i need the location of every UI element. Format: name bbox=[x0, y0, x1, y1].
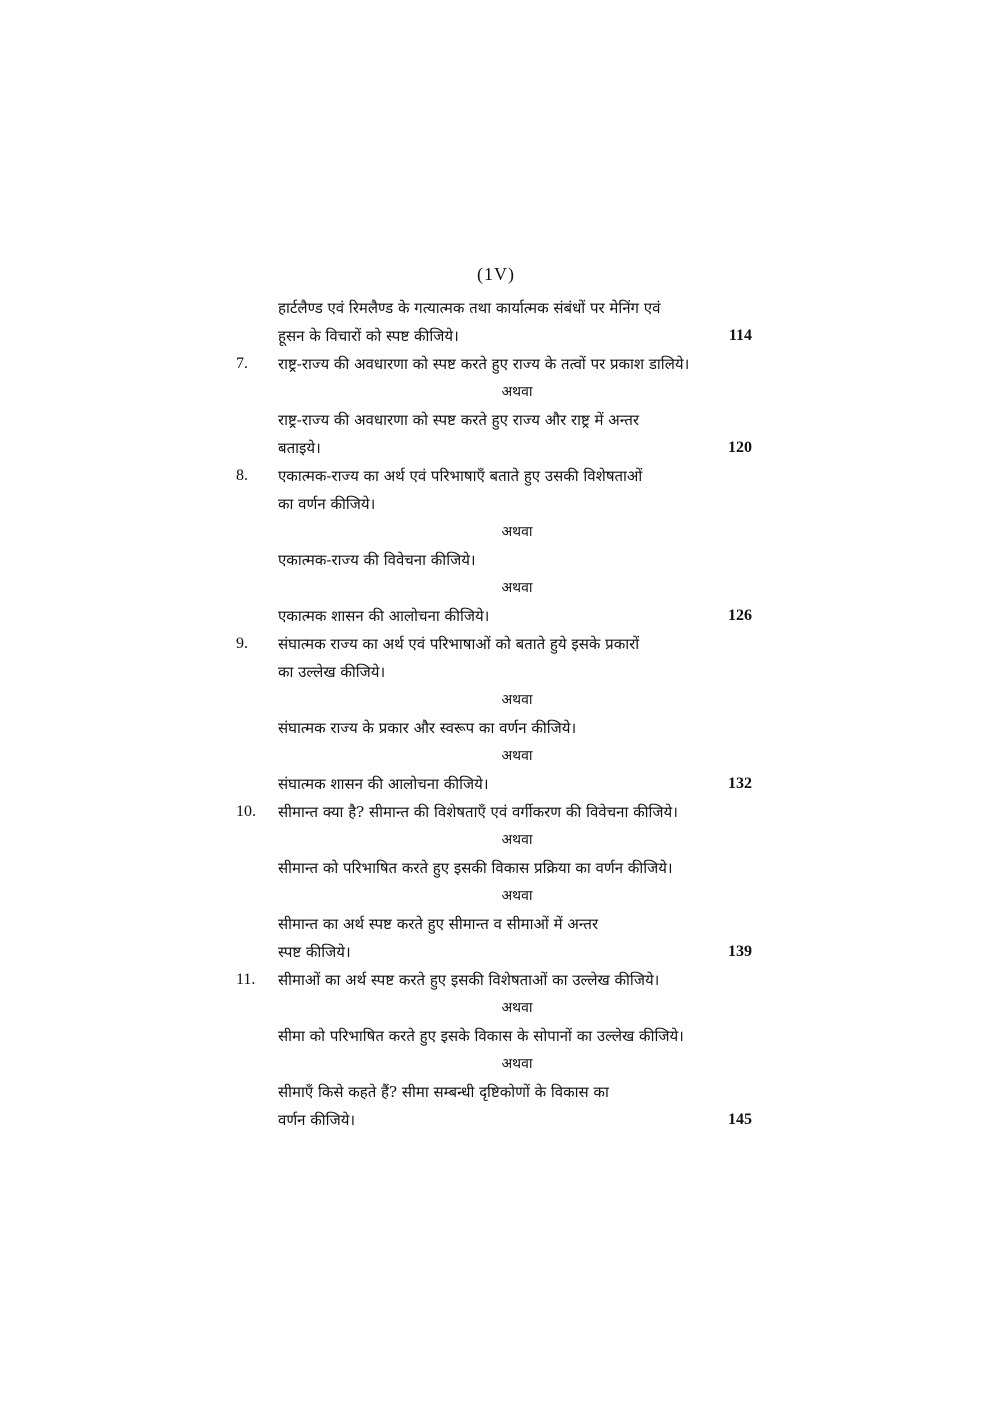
page-reference: 126 bbox=[728, 607, 752, 624]
toc-line bbox=[236, 1078, 756, 1106]
toc-line bbox=[236, 350, 756, 378]
toc-line bbox=[236, 490, 756, 518]
question-text: सीमान्त क्या है? सीमान्त की विशेषताएँ एवं वर्गीकरण की विवेचना कीजिये। bbox=[278, 803, 678, 821]
toc-line bbox=[236, 798, 756, 826]
toc-line bbox=[236, 630, 756, 658]
question-number: 8. bbox=[236, 467, 248, 484]
question-text: का वर्णन कीजिये। bbox=[278, 495, 376, 513]
question-number: 7. bbox=[236, 355, 248, 372]
toc-line bbox=[236, 770, 756, 798]
toc-line bbox=[236, 1022, 756, 1050]
page-reference: 139 bbox=[728, 943, 752, 960]
toc-line bbox=[236, 714, 756, 742]
page-number: (1V) bbox=[477, 264, 515, 284]
question-text: एकात्मक-राज्य का अर्थ एवं परिभाषाएँ बताते हुए उसकी विशेषताओं bbox=[278, 467, 643, 485]
question-text: सीमा को परिभाषित करते हुए इसके विकास के सोपानों का उल्लेख कीजिये। bbox=[278, 1027, 684, 1045]
question-number: 10. bbox=[236, 803, 256, 820]
question-text: सीमान्त का अर्थ स्पष्ट करते हुए सीमान्त व सीमाओं में अन्तर bbox=[278, 915, 599, 933]
question-number: 9. bbox=[236, 635, 248, 652]
toc-line bbox=[236, 462, 756, 490]
page-reference: 145 bbox=[728, 1111, 752, 1128]
toc-line bbox=[236, 322, 756, 350]
question-text: एकात्मक-राज्य की विवेचना कीजिये। bbox=[278, 551, 476, 569]
or-separator: अथवा bbox=[501, 748, 533, 764]
question-text: संघात्मक राज्य का अर्थ एवं परिभाषाओं को बताते हुये इसके प्रकारों bbox=[278, 635, 640, 653]
question-text: सीमाओं का अर्थ स्पष्ट करते हुए इसकी विशेषताओं का उल्लेख कीजिये। bbox=[278, 971, 660, 989]
page-reference: 120 bbox=[728, 439, 752, 456]
page-reference: 114 bbox=[728, 327, 752, 344]
toc-line bbox=[236, 602, 756, 630]
toc-line bbox=[236, 294, 756, 322]
toc-line bbox=[236, 854, 756, 882]
question-text: राष्ट्र-राज्य की अवधारणा को स्पष्ट करते हुए राज्य और राष्ट्र में अन्तर bbox=[278, 411, 640, 429]
table-of-contents bbox=[236, 294, 756, 1134]
toc-line bbox=[236, 546, 756, 574]
question-text: वर्णन कीजिये। bbox=[278, 1111, 356, 1129]
question-text: सीमाएँ किसे कहते हैं? सीमा सम्बन्धी दृष्टिकोणों के विकास का bbox=[278, 1083, 609, 1101]
question-text: हूसन के विचारों को स्पष्ट कीजिये। bbox=[278, 327, 459, 345]
toc-line bbox=[236, 658, 756, 686]
toc-line bbox=[236, 938, 756, 966]
or-separator: अथवा bbox=[501, 524, 533, 540]
question-text: का उल्लेख कीजिये। bbox=[278, 663, 386, 681]
or-separator: अथवा bbox=[501, 1000, 533, 1016]
page-reference: 132 bbox=[728, 775, 752, 792]
question-text: सीमान्त को परिभाषित करते हुए इसकी विकास प्रक्रिया का वर्णन कीजिये। bbox=[278, 859, 673, 877]
question-text: बताइये। bbox=[278, 439, 321, 457]
toc-line bbox=[236, 910, 756, 938]
question-text: हार्टलैण्ड एवं रिमलैण्ड के गत्यात्मक तथा कार्यात्मक संबंधों पर मेनिंग एवं bbox=[278, 299, 661, 317]
or-separator: अथवा bbox=[501, 832, 533, 848]
question-text: राष्ट्र-राज्य की अवधारणा को स्पष्ट करते हुए राज्य के तत्वों पर प्रकाश डालिये। bbox=[278, 355, 690, 373]
question-number: 11. bbox=[236, 971, 256, 988]
toc-line bbox=[236, 434, 756, 462]
or-separator: अथवा bbox=[501, 692, 533, 708]
question-text: संघात्मक राज्य के प्रकार और स्वरूप का वर्णन कीजिये। bbox=[278, 719, 577, 737]
or-separator: अथवा bbox=[501, 888, 533, 904]
question-text: संघात्मक शासन की आलोचना कीजिये। bbox=[278, 775, 489, 793]
or-separator: अथवा bbox=[501, 580, 533, 596]
question-text: स्पष्ट कीजिये। bbox=[278, 943, 351, 961]
question-text: एकात्मक शासन की आलोचना कीजिये। bbox=[278, 607, 490, 625]
toc-line bbox=[236, 406, 756, 434]
toc-line bbox=[236, 966, 756, 994]
or-separator: अथवा bbox=[501, 384, 533, 400]
or-separator: अथवा bbox=[501, 1056, 533, 1072]
toc-line bbox=[236, 1106, 756, 1134]
